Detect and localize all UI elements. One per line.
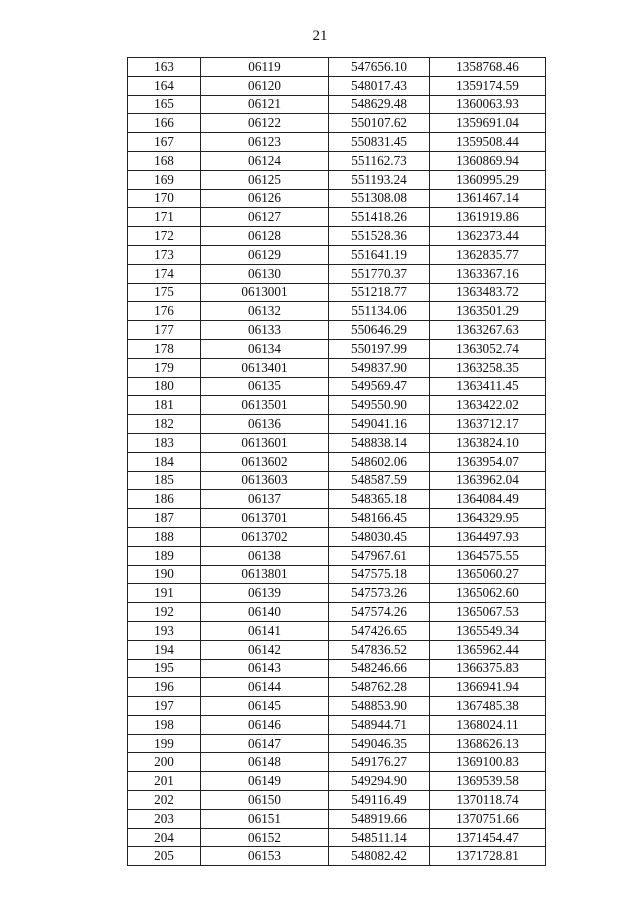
y-coordinate-cell: 1365549.34 [430, 621, 546, 640]
point-code-cell: 06130 [201, 264, 329, 283]
row-number-cell: 175 [128, 283, 201, 302]
table-row [128, 95, 546, 114]
x-coordinate-cell: 549569.47 [329, 377, 430, 396]
point-code-cell: 06146 [201, 715, 329, 734]
y-coordinate-cell: 1360869.94 [430, 151, 546, 170]
row-number-cell: 170 [128, 189, 201, 208]
x-coordinate-cell: 551528.36 [329, 227, 430, 246]
point-code-cell: 0613001 [201, 283, 329, 302]
point-code-cell: 06133 [201, 321, 329, 340]
table-row [128, 546, 546, 565]
point-code-cell: 0613501 [201, 396, 329, 415]
y-coordinate-cell: 1363052.74 [430, 339, 546, 358]
table-row [128, 151, 546, 170]
x-coordinate-cell: 548602.06 [329, 452, 430, 471]
y-coordinate-cell: 1365067.53 [430, 603, 546, 622]
row-number-cell: 193 [128, 621, 201, 640]
point-code-cell: 06152 [201, 828, 329, 847]
y-coordinate-cell: 1369539.58 [430, 772, 546, 791]
table-row [128, 133, 546, 152]
x-coordinate-cell: 547573.26 [329, 584, 430, 603]
x-coordinate-cell: 548511.14 [329, 828, 430, 847]
row-number-cell: 164 [128, 76, 201, 95]
table-row [128, 358, 546, 377]
y-coordinate-cell: 1364084.49 [430, 490, 546, 509]
x-coordinate-cell: 548919.66 [329, 809, 430, 828]
table-row [128, 321, 546, 340]
table-row [128, 565, 546, 584]
point-code-cell: 06142 [201, 640, 329, 659]
coordinates-table-body [128, 58, 546, 866]
point-code-cell: 06141 [201, 621, 329, 640]
x-coordinate-cell: 549116.49 [329, 791, 430, 810]
x-coordinate-cell: 547574.26 [329, 603, 430, 622]
table-row [128, 678, 546, 697]
y-coordinate-cell: 1365062.60 [430, 584, 546, 603]
y-coordinate-cell: 1371728.81 [430, 847, 546, 866]
row-number-cell: 183 [128, 433, 201, 452]
table-row [128, 659, 546, 678]
x-coordinate-cell: 550107.62 [329, 114, 430, 133]
x-coordinate-cell: 549046.35 [329, 734, 430, 753]
x-coordinate-cell: 548587.59 [329, 471, 430, 490]
y-coordinate-cell: 1358768.46 [430, 58, 546, 77]
x-coordinate-cell: 548030.45 [329, 527, 430, 546]
y-coordinate-cell: 1359691.04 [430, 114, 546, 133]
y-coordinate-cell: 1371454.47 [430, 828, 546, 847]
row-number-cell: 188 [128, 527, 201, 546]
point-code-cell: 0613603 [201, 471, 329, 490]
point-code-cell: 06135 [201, 377, 329, 396]
table-row [128, 245, 546, 264]
x-coordinate-cell: 547836.52 [329, 640, 430, 659]
y-coordinate-cell: 1362373.44 [430, 227, 546, 246]
point-code-cell: 06137 [201, 490, 329, 509]
x-coordinate-cell: 550197.99 [329, 339, 430, 358]
x-coordinate-cell: 551418.26 [329, 208, 430, 227]
y-coordinate-cell: 1360063.93 [430, 95, 546, 114]
table-row [128, 621, 546, 640]
point-code-cell: 06140 [201, 603, 329, 622]
row-number-cell: 197 [128, 697, 201, 716]
x-coordinate-cell: 549176.27 [329, 753, 430, 772]
x-coordinate-cell: 547656.10 [329, 58, 430, 77]
row-number-cell: 181 [128, 396, 201, 415]
y-coordinate-cell: 1363483.72 [430, 283, 546, 302]
row-number-cell: 166 [128, 114, 201, 133]
point-code-cell: 0613801 [201, 565, 329, 584]
row-number-cell: 184 [128, 452, 201, 471]
x-coordinate-cell: 549550.90 [329, 396, 430, 415]
table-row [128, 433, 546, 452]
x-coordinate-cell: 548017.43 [329, 76, 430, 95]
row-number-cell: 167 [128, 133, 201, 152]
row-number-cell: 192 [128, 603, 201, 622]
table-row [128, 114, 546, 133]
y-coordinate-cell: 1364497.93 [430, 527, 546, 546]
row-number-cell: 189 [128, 546, 201, 565]
x-coordinate-cell: 551134.06 [329, 302, 430, 321]
point-code-cell: 06144 [201, 678, 329, 697]
point-code-cell: 06145 [201, 697, 329, 716]
row-number-cell: 205 [128, 847, 201, 866]
row-number-cell: 199 [128, 734, 201, 753]
table-row [128, 490, 546, 509]
x-coordinate-cell: 549294.90 [329, 772, 430, 791]
point-code-cell: 06138 [201, 546, 329, 565]
point-code-cell: 06147 [201, 734, 329, 753]
table-row [128, 847, 546, 866]
point-code-cell: 06122 [201, 114, 329, 133]
y-coordinate-cell: 1363501.29 [430, 302, 546, 321]
point-code-cell: 06127 [201, 208, 329, 227]
table-row [128, 283, 546, 302]
y-coordinate-cell: 1370751.66 [430, 809, 546, 828]
x-coordinate-cell: 548629.48 [329, 95, 430, 114]
y-coordinate-cell: 1361919.86 [430, 208, 546, 227]
table-row [128, 640, 546, 659]
point-code-cell: 06124 [201, 151, 329, 170]
row-number-cell: 173 [128, 245, 201, 264]
point-code-cell: 06128 [201, 227, 329, 246]
table-row [128, 791, 546, 810]
y-coordinate-cell: 1362835.77 [430, 245, 546, 264]
row-number-cell: 165 [128, 95, 201, 114]
y-coordinate-cell: 1363824.10 [430, 433, 546, 452]
table-row [128, 76, 546, 95]
point-code-cell: 06134 [201, 339, 329, 358]
row-number-cell: 186 [128, 490, 201, 509]
table-row [128, 227, 546, 246]
point-code-cell: 06132 [201, 302, 329, 321]
row-number-cell: 196 [128, 678, 201, 697]
y-coordinate-cell: 1361467.14 [430, 189, 546, 208]
x-coordinate-cell: 551770.37 [329, 264, 430, 283]
x-coordinate-cell: 548944.71 [329, 715, 430, 734]
row-number-cell: 185 [128, 471, 201, 490]
row-number-cell: 187 [128, 509, 201, 528]
x-coordinate-cell: 551193.24 [329, 170, 430, 189]
row-number-cell: 172 [128, 227, 201, 246]
row-number-cell: 177 [128, 321, 201, 340]
x-coordinate-cell: 548762.28 [329, 678, 430, 697]
table-row [128, 452, 546, 471]
y-coordinate-cell: 1365060.27 [430, 565, 546, 584]
y-coordinate-cell: 1363367.16 [430, 264, 546, 283]
point-code-cell: 06125 [201, 170, 329, 189]
row-number-cell: 198 [128, 715, 201, 734]
table-row [128, 603, 546, 622]
point-code-cell: 0613401 [201, 358, 329, 377]
row-number-cell: 174 [128, 264, 201, 283]
table-row [128, 753, 546, 772]
table-row [128, 471, 546, 490]
y-coordinate-cell: 1364575.55 [430, 546, 546, 565]
row-number-cell: 180 [128, 377, 201, 396]
table-row [128, 527, 546, 546]
point-code-cell: 0613701 [201, 509, 329, 528]
y-coordinate-cell: 1368626.13 [430, 734, 546, 753]
row-number-cell: 194 [128, 640, 201, 659]
x-coordinate-cell: 547575.18 [329, 565, 430, 584]
table-row [128, 509, 546, 528]
table-row [128, 58, 546, 77]
table-row [128, 415, 546, 434]
row-number-cell: 182 [128, 415, 201, 434]
row-number-cell: 168 [128, 151, 201, 170]
y-coordinate-cell: 1365962.44 [430, 640, 546, 659]
x-coordinate-cell: 548082.42 [329, 847, 430, 866]
table-row [128, 772, 546, 791]
y-coordinate-cell: 1363962.04 [430, 471, 546, 490]
table-row [128, 396, 546, 415]
y-coordinate-cell: 1363954.07 [430, 452, 546, 471]
y-coordinate-cell: 1366375.83 [430, 659, 546, 678]
point-code-cell: 06136 [201, 415, 329, 434]
point-code-cell: 06119 [201, 58, 329, 77]
row-number-cell: 202 [128, 791, 201, 810]
page-number: 21 [312, 28, 328, 44]
table-row [128, 302, 546, 321]
table-row [128, 339, 546, 358]
point-code-cell: 06143 [201, 659, 329, 678]
table-row [128, 734, 546, 753]
x-coordinate-cell: 548853.90 [329, 697, 430, 716]
table-row [128, 189, 546, 208]
y-coordinate-cell: 1363411.45 [430, 377, 546, 396]
row-number-cell: 176 [128, 302, 201, 321]
y-coordinate-cell: 1363712.17 [430, 415, 546, 434]
row-number-cell: 179 [128, 358, 201, 377]
y-coordinate-cell: 1363258.35 [430, 358, 546, 377]
point-code-cell: 06153 [201, 847, 329, 866]
y-coordinate-cell: 1363422.02 [430, 396, 546, 415]
row-number-cell: 191 [128, 584, 201, 603]
row-number-cell: 190 [128, 565, 201, 584]
row-number-cell: 169 [128, 170, 201, 189]
point-code-cell: 06139 [201, 584, 329, 603]
y-coordinate-cell: 1359508.44 [430, 133, 546, 152]
y-coordinate-cell: 1368024.11 [430, 715, 546, 734]
x-coordinate-cell: 549837.90 [329, 358, 430, 377]
point-code-cell: 0613601 [201, 433, 329, 452]
y-coordinate-cell: 1366941.94 [430, 678, 546, 697]
point-code-cell: 0613602 [201, 452, 329, 471]
row-number-cell: 201 [128, 772, 201, 791]
row-number-cell: 203 [128, 809, 201, 828]
coordinates-table [127, 57, 546, 866]
point-code-cell: 06120 [201, 76, 329, 95]
y-coordinate-cell: 1359174.59 [430, 76, 546, 95]
x-coordinate-cell: 551641.19 [329, 245, 430, 264]
point-code-cell: 06126 [201, 189, 329, 208]
row-number-cell: 171 [128, 208, 201, 227]
table-row [128, 809, 546, 828]
row-number-cell: 195 [128, 659, 201, 678]
x-coordinate-cell: 551162.73 [329, 151, 430, 170]
table-row [128, 208, 546, 227]
y-coordinate-cell: 1367485.38 [430, 697, 546, 716]
point-code-cell: 0613702 [201, 527, 329, 546]
table-row [128, 697, 546, 716]
table-row [128, 170, 546, 189]
row-number-cell: 200 [128, 753, 201, 772]
point-code-cell: 06148 [201, 753, 329, 772]
table-row [128, 377, 546, 396]
x-coordinate-cell: 550646.29 [329, 321, 430, 340]
y-coordinate-cell: 1369100.83 [430, 753, 546, 772]
row-number-cell: 178 [128, 339, 201, 358]
x-coordinate-cell: 548166.45 [329, 509, 430, 528]
table-row [128, 584, 546, 603]
point-code-cell: 06123 [201, 133, 329, 152]
x-coordinate-cell: 547967.61 [329, 546, 430, 565]
x-coordinate-cell: 548246.66 [329, 659, 430, 678]
y-coordinate-cell: 1370118.74 [430, 791, 546, 810]
row-number-cell: 163 [128, 58, 201, 77]
y-coordinate-cell: 1363267.63 [430, 321, 546, 340]
x-coordinate-cell: 551308.08 [329, 189, 430, 208]
point-code-cell: 06129 [201, 245, 329, 264]
table-row [128, 264, 546, 283]
x-coordinate-cell: 551218.77 [329, 283, 430, 302]
x-coordinate-cell: 548365.18 [329, 490, 430, 509]
table-row [128, 828, 546, 847]
x-coordinate-cell: 550831.45 [329, 133, 430, 152]
x-coordinate-cell: 547426.65 [329, 621, 430, 640]
table-row [128, 715, 546, 734]
point-code-cell: 06151 [201, 809, 329, 828]
y-coordinate-cell: 1360995.29 [430, 170, 546, 189]
y-coordinate-cell: 1364329.95 [430, 509, 546, 528]
row-number-cell: 204 [128, 828, 201, 847]
point-code-cell: 06149 [201, 772, 329, 791]
x-coordinate-cell: 548838.14 [329, 433, 430, 452]
x-coordinate-cell: 549041.16 [329, 415, 430, 434]
point-code-cell: 06150 [201, 791, 329, 810]
point-code-cell: 06121 [201, 95, 329, 114]
